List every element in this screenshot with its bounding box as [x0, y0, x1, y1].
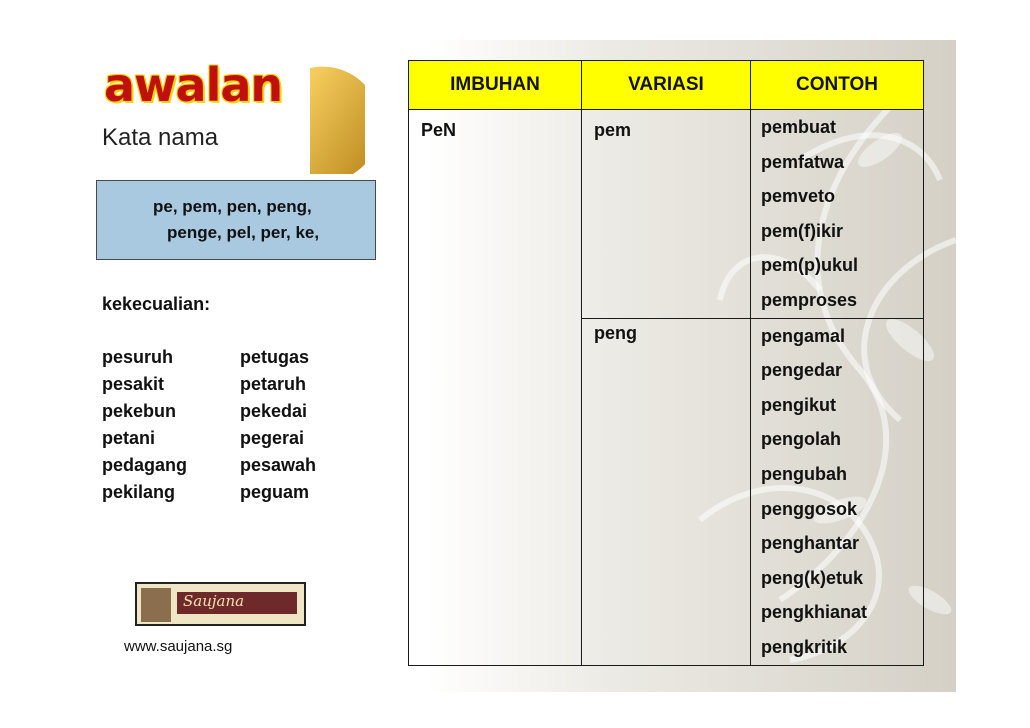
saujana-banner-image[interactable] [135, 582, 306, 626]
subtitle: Kata nama [102, 124, 219, 151]
exception-item: pesakit [102, 374, 165, 394]
banner-figure [141, 588, 171, 622]
exception-item: peguam [240, 482, 310, 502]
contoh-item: pengamal [761, 325, 846, 346]
contoh-item: pengikut [761, 394, 836, 415]
table-row [409, 110, 924, 319]
prefix-line-1: pe, pem, pen, peng, [153, 197, 312, 216]
cell-contoh-pem [751, 110, 924, 319]
contoh-item: pemproses [761, 289, 858, 310]
website-url[interactable]: www.saujana.sg [124, 638, 233, 655]
prefix-box [96, 180, 376, 260]
cell-imbuhan [409, 110, 582, 666]
exception-item: petaruh [240, 374, 307, 394]
logo-title: awalan [104, 58, 283, 112]
contoh-item: pengkhianat [761, 602, 868, 623]
exceptions-column-1 [102, 344, 187, 506]
contoh-item: pengkritik [761, 636, 848, 657]
contoh-item: pengolah [761, 429, 841, 450]
header-contoh: CONTOH [751, 61, 924, 110]
table-header-row [409, 61, 924, 110]
variasi-value: pem [594, 120, 632, 140]
header-variasi: VARIASI [582, 61, 751, 110]
contoh-item: pengedar [761, 360, 843, 381]
exception-item: petani [102, 428, 156, 448]
contoh-item: pengubah [761, 463, 847, 484]
prefix-line-2: penge, pel, per, ke, [167, 223, 320, 242]
exceptions-column-2 [240, 344, 316, 506]
exceptions-heading: kekecualian: [102, 294, 211, 314]
contoh-item: penghantar [761, 533, 860, 554]
header-imbuhan: IMBUHAN [409, 61, 582, 110]
prefix-table [408, 60, 924, 666]
contoh-item: pemveto [761, 186, 836, 207]
exception-item: pekedai [240, 401, 308, 421]
contoh-item: pem(p)ukul [761, 255, 858, 276]
cell-variasi-pem [582, 110, 751, 319]
cell-contoh-peng [751, 318, 924, 665]
exception-item: pekilang [102, 482, 176, 502]
exception-item: pegerai [240, 428, 305, 448]
contoh-item: pemfatwa [761, 151, 845, 172]
exception-item: pedagang [102, 455, 188, 475]
cell-variasi-peng [582, 318, 751, 665]
contoh-item: peng(k)etuk [761, 567, 864, 588]
variasi-value: peng [594, 322, 637, 343]
imbuhan-value: PeN [421, 120, 457, 140]
contoh-item: penggosok [761, 498, 858, 519]
contoh-item: pem(f)ikir [761, 220, 844, 241]
exception-item: pesawah [240, 455, 317, 475]
exception-item: pesuruh [102, 347, 174, 367]
banner-text: Saujana [183, 592, 245, 610]
exception-item: petugas [240, 347, 310, 367]
exception-item: pekebun [102, 401, 177, 421]
contoh-item: pembuat [761, 117, 837, 137]
